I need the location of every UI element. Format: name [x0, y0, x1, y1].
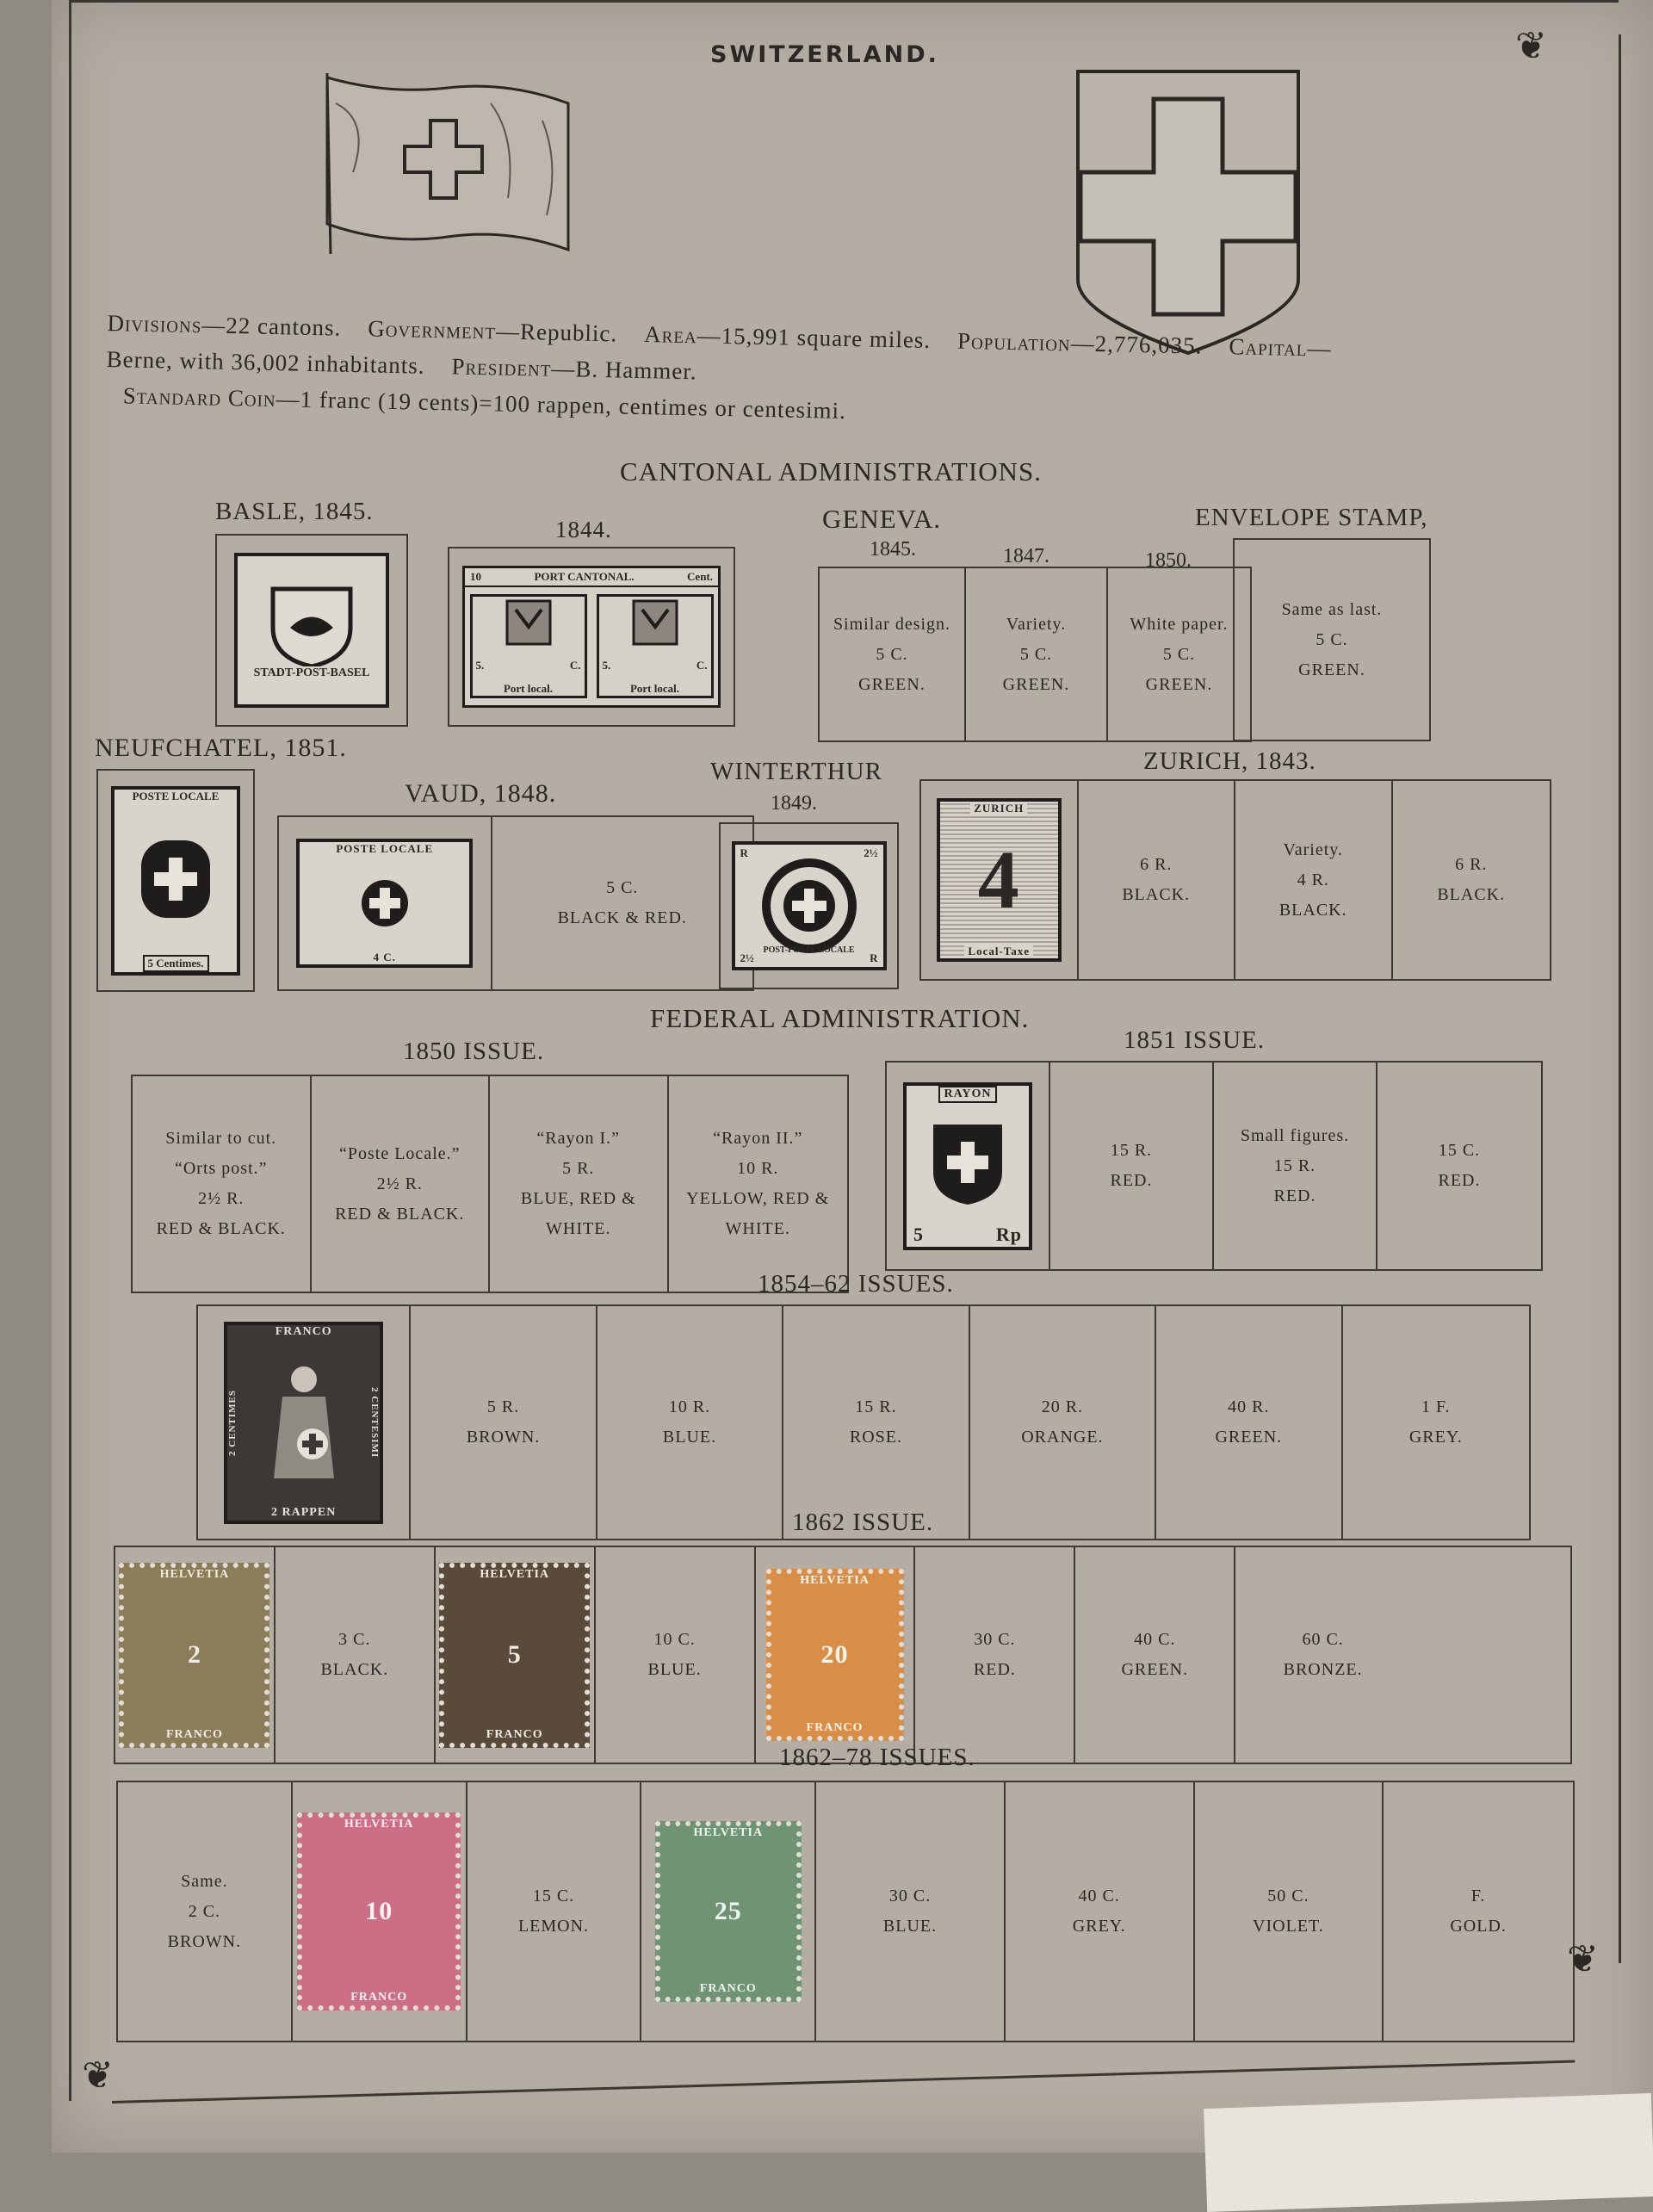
helvetia-20c-stamp[interactable]: HELVETIA 20 FRANCO [766, 1569, 904, 1741]
zurich-stamp[interactable]: ZURICH 4 Local-Taxe [937, 798, 1062, 962]
corner-ornament-bottom-left: ❦ [82, 2054, 114, 2097]
year-1844-label: 1844. [555, 517, 612, 542]
stamp-space[interactable]: 15 C. LEMON. [467, 1782, 642, 2041]
rayon-stamp-cell [887, 1063, 1050, 1269]
winterthur-stamp[interactable]: R 2½ 2½ R POST-POSTE LOCALE [732, 841, 887, 970]
helvetia-stamp-cell-10 [293, 1782, 467, 2041]
stamp-space[interactable]: 20 R. ORANGE. [970, 1306, 1156, 1539]
stamp-space[interactable]: Similar to cut. “Orts post.” 2½ R. RED & BLACK. [133, 1076, 312, 1292]
helvetia-25c-stamp[interactable]: HELVETIA 25 FRANCO [655, 1821, 802, 2002]
corner-ornament-top-right: ❦ [1515, 25, 1547, 67]
vaud-stamp-cell [279, 817, 492, 989]
album-page [52, 0, 1653, 2153]
swiss-cross-icon [359, 877, 411, 929]
info-line-1: Divisions—22 cantons. Government—Republic. Area—15,991 square miles. Population—2,776,035. Capital— [107, 309, 1332, 362]
winterthur-year: 1849. [771, 792, 817, 815]
page-border-bottom [112, 2060, 1575, 2104]
basle-stamp-frame [215, 534, 408, 727]
corner-ornament-bottom-right: ❦ [1567, 1938, 1599, 1980]
neufchatel-stamp-frame [96, 769, 255, 992]
basle-stamp[interactable]: STADT-POST-BASEL [234, 553, 389, 708]
geneva-row [818, 567, 1252, 742]
helvetia-figure-icon [261, 1358, 347, 1487]
issue-1862-label: 1862 ISSUE. [792, 1509, 934, 1536]
cantonal-heading: CANTONAL ADMINISTRATIONS. [620, 456, 1043, 486]
geneva-half-left: 5. C. Port local. [470, 594, 587, 698]
stamp-space[interactable]: 6 R. BLACK. [1079, 781, 1236, 979]
eagle-key-icon [629, 597, 681, 648]
issue-1850-label: 1850 ISSUE. [403, 1038, 545, 1065]
stamp-space[interactable]: 15 R. ROSE. [783, 1306, 969, 1539]
dove-icon [264, 580, 359, 666]
stamp-space[interactable]: “Rayon II.” 10 R. YELLOW, RED & WHITE. [686, 1129, 830, 1238]
stamp-space[interactable]: 15 R. RED. [1050, 1063, 1214, 1269]
geneva-1844-frame [448, 547, 735, 727]
stamp-space[interactable]: “Poste Locale.” 2½ R. RED & BLACK. [312, 1076, 491, 1292]
helvetia-stamp-cell-2 [115, 1547, 276, 1763]
vaud-stamp[interactable]: POSTE LOCALE 4 C. [296, 839, 473, 968]
info-line-2: Berne, with 36,002 inhabitants. President—B. Hammer. [106, 345, 697, 385]
issue-1862-row [114, 1546, 1572, 1764]
helvetia-5c-stamp[interactable]: HELVETIA 5 FRANCO [439, 1563, 590, 1748]
stamp-space[interactable]: 5 C. BLACK & RED. [557, 878, 687, 927]
stamp-space[interactable]: 30 C. BLUE. [816, 1782, 1006, 2041]
rayon-stamp[interactable]: RAYON 5 Rp [903, 1082, 1032, 1250]
stamp-space[interactable]: F. GOLD. [1450, 1887, 1507, 1936]
stamp-space[interactable]: Similar design. 5 C. GREEN. [820, 568, 966, 740]
winterthur-stamp-frame [719, 822, 899, 989]
stamp-space[interactable]: 10 R. BLUE. [597, 1306, 783, 1539]
issues-1854-row [196, 1304, 1531, 1540]
stamp-space[interactable]: 40 C. GREEN. [1075, 1547, 1235, 1763]
info-line-3: Standard Coin—1 franc (19 cents)=100 rappen, centimes or centesimi. [122, 382, 847, 424]
stamp-space[interactable]: 30 C. RED. [915, 1547, 1075, 1763]
stamp-space[interactable]: Variety. 4 R. BLACK. [1235, 781, 1393, 979]
neufchatel-label: NEUFCHATEL, 1851. [95, 734, 347, 762]
envelope-row [1233, 538, 1431, 741]
geneva-year-1847: 1847. [1003, 545, 1049, 567]
vaud-row [277, 815, 754, 991]
issues-1862-78-label: 1862–78 ISSUES. [779, 1744, 975, 1771]
issues-1862-78-row [116, 1781, 1575, 2042]
page-corner-fold [1204, 2093, 1653, 2212]
stamp-space[interactable]: 5 R. BROWN. [411, 1306, 597, 1539]
swiss-cross-icon [762, 858, 857, 953]
page-title: SWITZERLAND. [710, 41, 939, 68]
geneva-label: GENEVA. [822, 504, 942, 534]
zurich-stamp-cell [921, 781, 1079, 979]
federal-heading: FEDERAL ADMINISTRATION. [650, 1003, 1030, 1033]
franco-stamp-cell [198, 1306, 411, 1539]
helvetia-stamp-cell-5 [436, 1547, 596, 1763]
stamp-space[interactable]: 6 R. BLACK. [1437, 855, 1506, 904]
stamp-space[interactable]: White paper. 5 C. GREEN. [1130, 614, 1229, 694]
stamp-space[interactable]: 50 C. VIOLET. [1195, 1782, 1384, 2041]
stamp-space[interactable]: 40 C. GREY. [1006, 1782, 1195, 2041]
stamp-space[interactable]: 1 F. GREY. [1408, 1397, 1463, 1447]
geneva-double-stamp[interactable]: 10 PORT CANTONAL. Cent. 5. C. Port local. 5. C. Port local. [462, 566, 721, 708]
flag-illustration [319, 69, 577, 258]
helvetia-stamp-cell-25 [641, 1782, 816, 2041]
issue-1850-row [131, 1075, 849, 1293]
zurich-row [919, 779, 1551, 981]
zurich-label: ZURICH, 1843. [1143, 747, 1316, 775]
stamp-space[interactable]: 60 C. BRONZE. [1283, 1630, 1363, 1679]
winterthur-label: WINTERTHUR [710, 758, 882, 785]
stamp-space[interactable]: Same as last. 5 C. GREEN. [1281, 599, 1383, 679]
geneva-year-1845: 1845. [870, 538, 916, 561]
stamp-space[interactable]: 10 C. BLUE. [596, 1547, 756, 1763]
stamp-space[interactable]: 15 C. RED. [1438, 1141, 1481, 1190]
neufchatel-stamp[interactable]: POSTE LOCALE 5 Centimes. [111, 786, 240, 976]
page-border-left [69, 0, 71, 2101]
stamp-space[interactable]: Same. 2 C. BROWN. [118, 1782, 293, 2041]
stamp-space[interactable]: Variety. 5 C. GREEN. [966, 568, 1108, 740]
country-info [105, 306, 1605, 445]
swiss-cross-icon [137, 836, 214, 922]
helvetia-2c-stamp[interactable]: HELVETIA 2 FRANCO [119, 1563, 269, 1748]
basle-label: BASLE, 1845. [215, 498, 374, 525]
geneva-year-1850: 1850. [1145, 549, 1192, 572]
helvetia-stamp-cell-20 [756, 1547, 916, 1763]
page-border-right [1619, 34, 1621, 1963]
geneva-half-right: 5. C. Port local. [597, 594, 714, 698]
swiss-shield-icon [929, 1120, 1006, 1206]
issue-1851-row [885, 1061, 1543, 1271]
issue-1851-label: 1851 ISSUE. [1124, 1026, 1266, 1054]
envelope-label: ENVELOPE STAMP, [1195, 504, 1428, 531]
helvetia-10c-stamp[interactable]: HELVETIA 10 FRANCO [297, 1812, 461, 2011]
stamp-space[interactable]: 3 C. BLACK. [276, 1547, 436, 1763]
eagle-key-icon [503, 597, 554, 648]
stamp-space[interactable]: “Rayon I.” 5 R. BLUE, RED & WHITE. [490, 1076, 669, 1292]
issues-1854-label: 1854–62 ISSUES. [758, 1270, 954, 1298]
page-border-top [69, 0, 1619, 3]
coat-of-arms-shield [1068, 65, 1309, 366]
stamp-space[interactable]: 40 R. GREEN. [1156, 1306, 1342, 1539]
stamp-space[interactable]: Small figures. 15 R. RED. [1214, 1063, 1378, 1269]
vaud-label: VAUD, 1848. [405, 779, 557, 808]
franco-stamp[interactable]: FRANCO 2 CENTIMES 2 CENTESIMI 2 RAPPEN [224, 1322, 383, 1524]
